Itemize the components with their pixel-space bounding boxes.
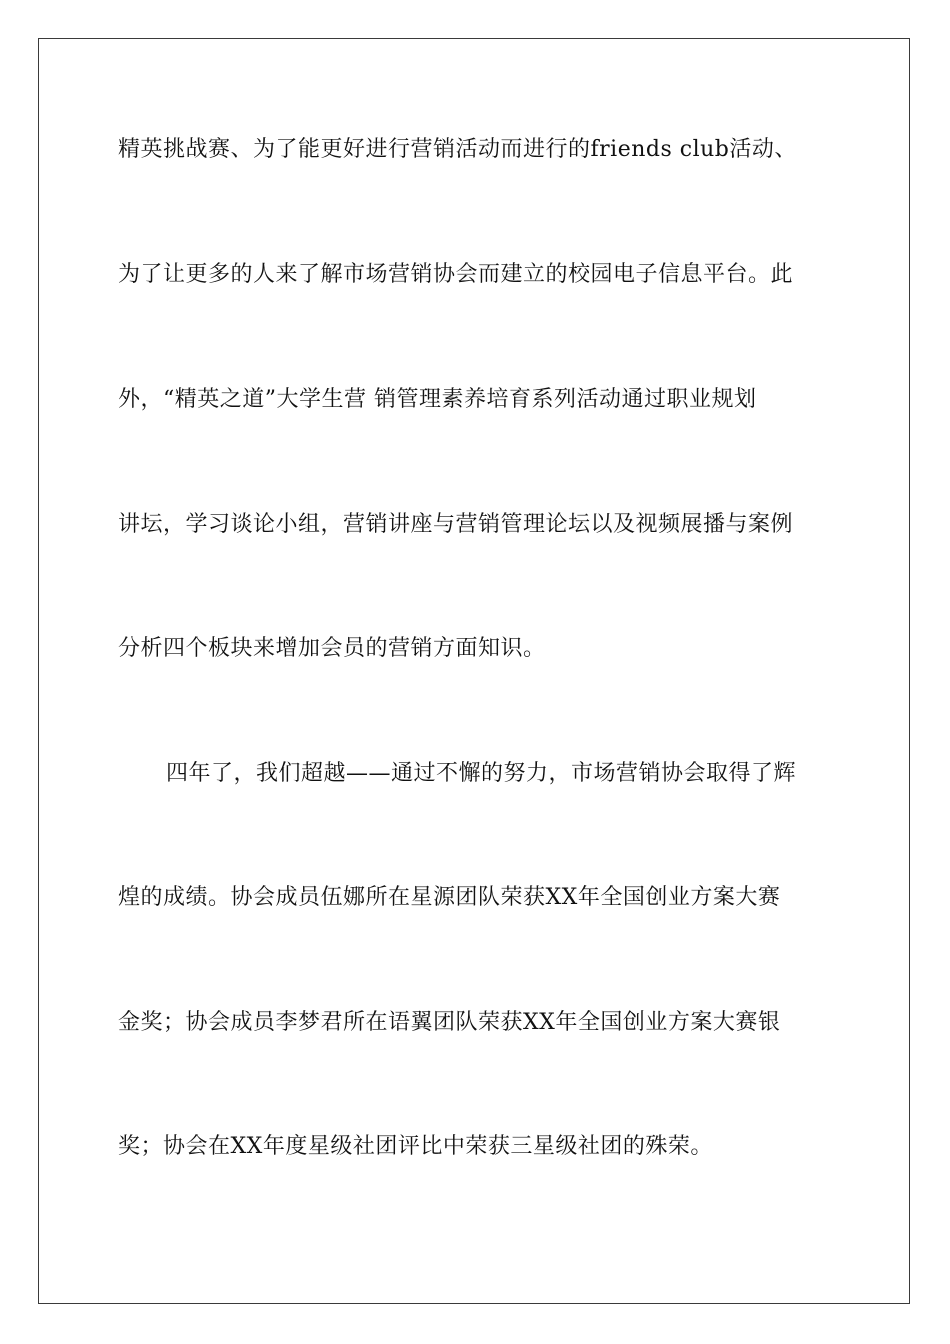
paragraph-line: 分析四个板块来增加会员的营销方面知识。 (118, 636, 546, 661)
paragraph-first-line: 四年了，我们超越——通过不懈的努力，市场营销协会取得了辉 (166, 761, 797, 786)
paragraph-line: 奖；协会在XX年度星级社团评比中荣获三星级社团的殊荣。 (118, 1134, 713, 1159)
paragraph-line: 精英挑战赛、为了能更好进行营销活动而进行的friends club活动、 (118, 137, 797, 162)
paragraph-line: 煌的成绩。协会成员伍娜所在星源团队荣获XX年全国创业方案大赛 (118, 885, 781, 910)
paragraph-line: 讲坛，学习谈论小组，营销讲座与营销管理论坛以及视频展播与案例 (118, 512, 794, 537)
paragraph-line: 为了让更多的人来了解市场营销协会而建立的校园电子信息平台。此 (118, 262, 794, 287)
paragraph-line: 金奖；协会成员李梦君所在语翼团队荣获XX年全国创业方案大赛银 (118, 1010, 781, 1035)
page-border (38, 38, 910, 1304)
paragraph-line: 外，“精英之道”大学生营 销管理素养培育系列活动通过职业规划 (118, 387, 757, 412)
